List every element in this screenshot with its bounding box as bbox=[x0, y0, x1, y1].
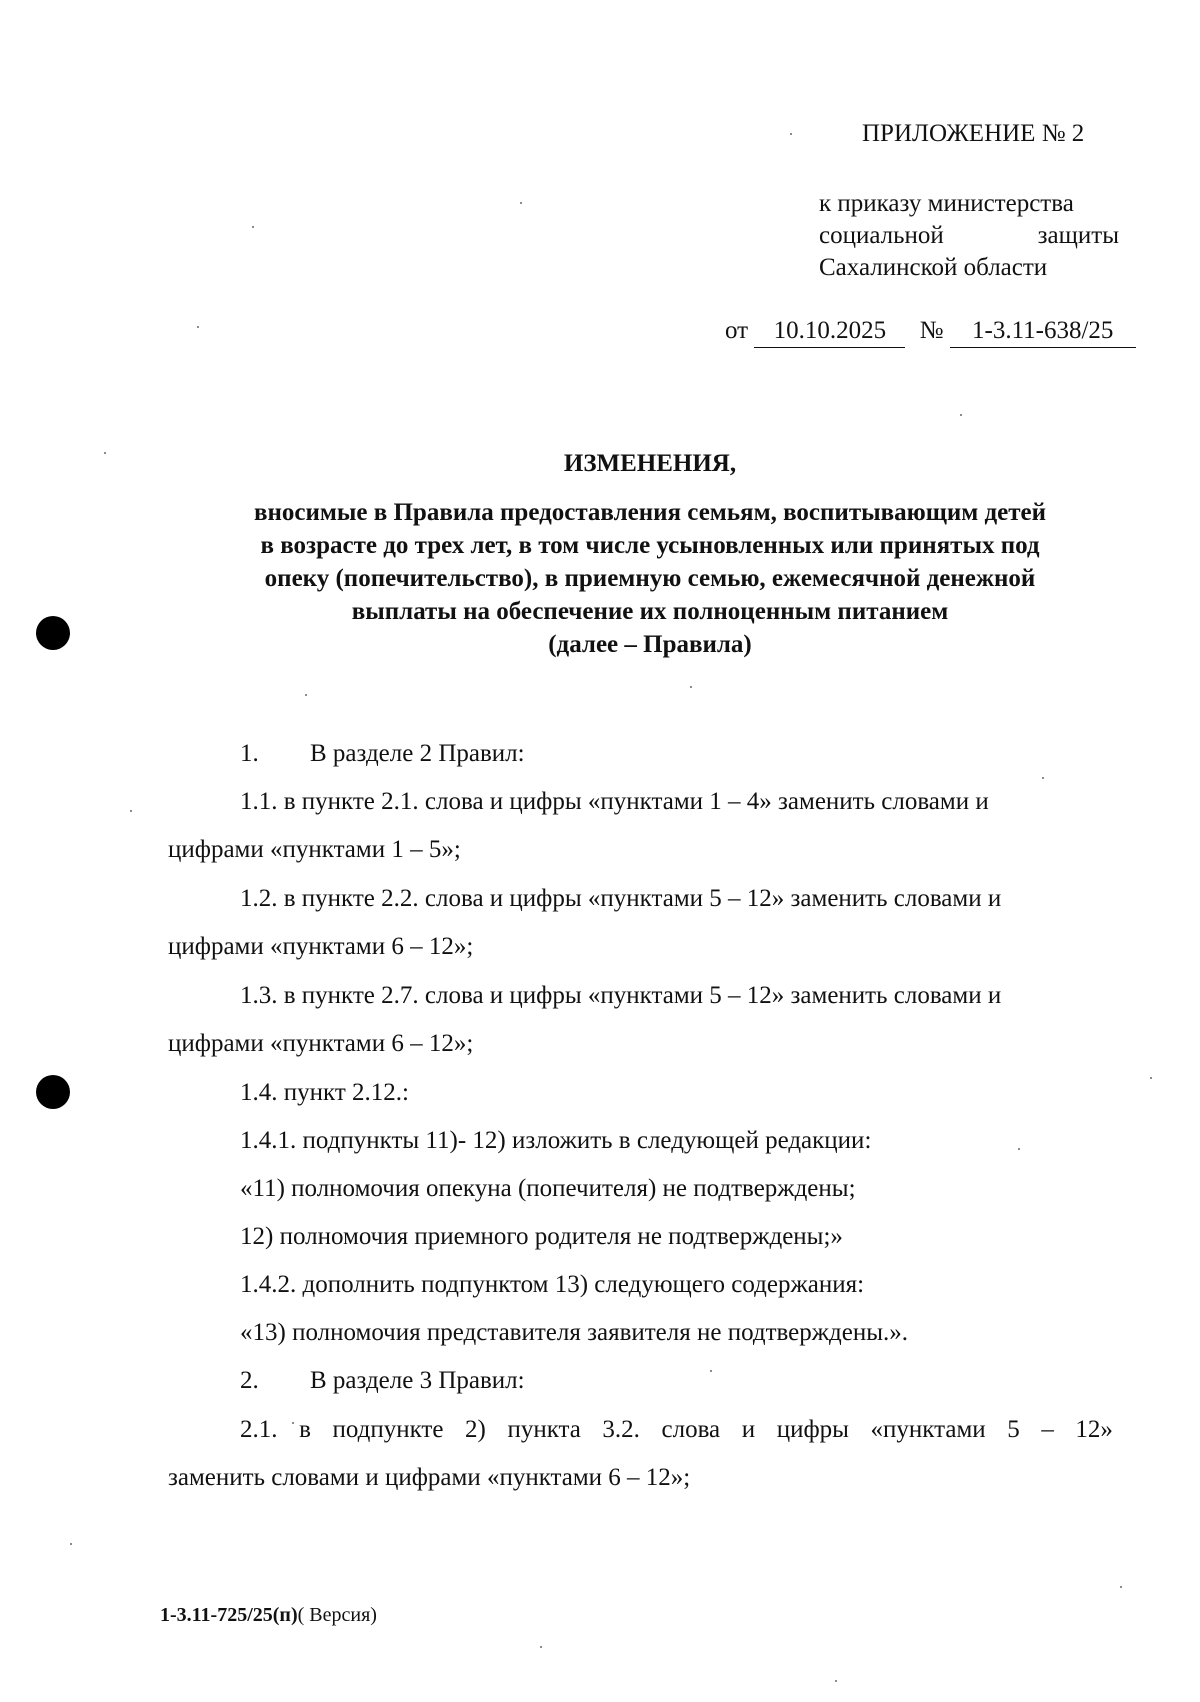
section-title: В разделе 3 Правил: bbox=[310, 1367, 525, 1394]
punch-hole-bottom bbox=[36, 1075, 70, 1109]
section-2 bbox=[168, 1367, 1185, 1395]
section-1 bbox=[168, 740, 1185, 768]
subheading-line: в возрасте до трех лет, в том числе усыновленных или принятых под bbox=[260, 532, 1040, 559]
quote-12: 12) полномочия приемного родителя не подтверждены;» bbox=[240, 1223, 843, 1250]
document-footer bbox=[160, 1604, 377, 1627]
to-order-line-3: Сахалинской области bbox=[819, 254, 1048, 281]
footer-version: ( Версия) bbox=[297, 1604, 377, 1626]
subheading-line: (далее – Правила) bbox=[548, 631, 752, 658]
section-number: 2. bbox=[240, 1367, 259, 1394]
document-heading: ИЗМЕНЕНИЯ, bbox=[563, 450, 737, 477]
section-title: В разделе 2 Правил: bbox=[310, 740, 525, 767]
subheading-line: вносимые в Правила предоставления семьям, воспитывающим детей bbox=[253, 499, 1047, 526]
quote-13: «13) полномочия представителя заявителя не подтверждены.». bbox=[240, 1319, 909, 1346]
item-2-1-line-2: заменить словами и цифрами «пунктами 6 – 12»; bbox=[168, 1464, 691, 1491]
item-1-2-line-1: 1.2. в пункте 2.2. слова и цифры «пунктами 5 – 12» заменить словами и bbox=[240, 885, 1002, 912]
item-1-3-line-2: цифрами «пунктами 6 – 12»; bbox=[168, 1030, 474, 1057]
item-1-4-2: 1.4.2. дополнить подпунктом 13) следующего содержания: bbox=[240, 1271, 865, 1298]
appendix-title: ПРИЛОЖЕНИЕ № 2 bbox=[862, 120, 1085, 147]
quote-11: «11) полномочия опекуна (попечителя) не подтверждены; bbox=[240, 1175, 856, 1202]
subheading-line: выплаты на обеспечение их полноценным питанием bbox=[351, 598, 949, 625]
subheading-line: опеку (попечительство), в приемную семью, ежемесячной денежной bbox=[264, 565, 1036, 592]
document-subheading bbox=[130, 496, 1170, 661]
item-1-4-1: 1.4.1. подпункты 11)- 12) изложить в следующей редакции: bbox=[240, 1127, 872, 1154]
number-sign: № bbox=[919, 317, 944, 344]
section-number: 1. bbox=[240, 740, 259, 767]
punch-hole-top bbox=[36, 616, 70, 650]
to-order-line-1: к приказу министерства bbox=[819, 190, 1074, 217]
order-number: 1-3.11-638/25 bbox=[950, 317, 1136, 348]
order-date: 10.10.2025 bbox=[754, 317, 905, 348]
item-2-1-line-1: 2.1. в подпункте 2) пункта 3.2. слова и цифры «пунктами 5 – 12» bbox=[240, 1416, 1113, 1443]
item-1-4: 1.4. пункт 2.12.: bbox=[240, 1079, 409, 1106]
item-1-1-line-1: 1.1. в пункте 2.1. слова и цифры «пунктами 1 – 4» заменить словами и bbox=[240, 788, 989, 815]
to-order-line-2: социальной защиты bbox=[819, 222, 1119, 249]
item-1-1-line-2: цифрами «пунктами 1 – 5»; bbox=[168, 836, 461, 863]
to-order-block bbox=[819, 188, 1119, 284]
item-1-3-line-1: 1.3. в пункте 2.7. слова и цифры «пунктами 5 – 12» заменить словами и bbox=[240, 982, 1002, 1009]
item-1-2-line-2: цифрами «пунктами 6 – 12»; bbox=[168, 933, 474, 960]
from-label: от bbox=[725, 317, 749, 344]
footer-code: 1-3.11-725/25(п) bbox=[160, 1604, 298, 1626]
order-reference bbox=[725, 317, 1136, 348]
